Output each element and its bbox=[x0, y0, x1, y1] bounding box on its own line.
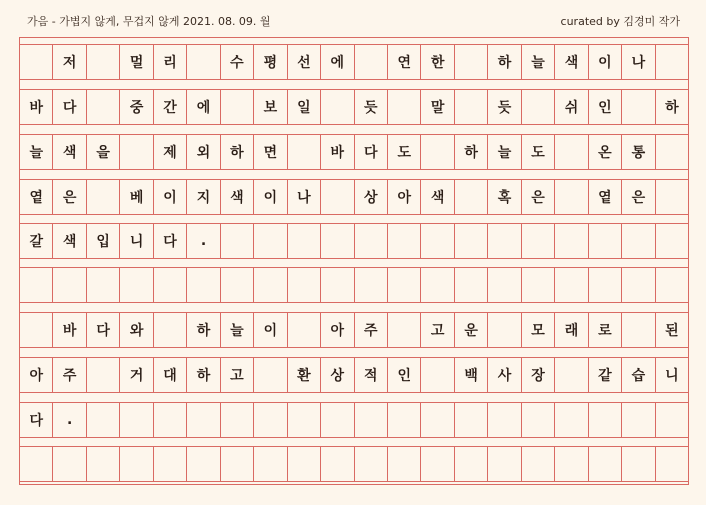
grid-cell bbox=[421, 447, 454, 481]
grid-cell bbox=[656, 268, 688, 302]
grid-cell bbox=[589, 268, 622, 302]
grid-cell bbox=[388, 313, 421, 347]
grid-cell bbox=[254, 224, 287, 258]
grid-cell bbox=[455, 403, 488, 437]
grid-cell bbox=[355, 45, 388, 79]
grid-cell bbox=[656, 135, 688, 169]
grid-cell: 쉬 bbox=[555, 90, 588, 124]
grid-cell bbox=[555, 135, 588, 169]
grid-cell: 다 bbox=[53, 90, 86, 124]
grid-cell bbox=[288, 135, 321, 169]
grid-cell: 니 bbox=[120, 224, 153, 258]
grid-cell: 이 bbox=[254, 313, 287, 347]
grid-cell bbox=[154, 313, 187, 347]
grid-cell bbox=[522, 403, 555, 437]
grid-row bbox=[20, 357, 688, 393]
grid-cell bbox=[321, 90, 354, 124]
grid-cell bbox=[455, 45, 488, 79]
grid-cell bbox=[455, 180, 488, 214]
grid-cell bbox=[254, 268, 287, 302]
grid-cell: 옅 bbox=[20, 180, 53, 214]
grid-cell: 하 bbox=[187, 358, 220, 392]
grid-cell bbox=[522, 90, 555, 124]
grid-row bbox=[20, 223, 688, 259]
grid-cell: 나 bbox=[288, 180, 321, 214]
grid-cell: 거 bbox=[120, 358, 153, 392]
grid-cell: 대 bbox=[154, 358, 187, 392]
grid-cell: 바 bbox=[20, 90, 53, 124]
grid-cell: 인 bbox=[589, 90, 622, 124]
grid-cell: 도 bbox=[388, 135, 421, 169]
grid-cell bbox=[20, 45, 53, 79]
grid-cell: 도 bbox=[522, 135, 555, 169]
manuscript-grid bbox=[19, 37, 689, 485]
grid-cell bbox=[20, 313, 53, 347]
grid-cell: 다 bbox=[87, 313, 120, 347]
grid-cell: 와 bbox=[120, 313, 153, 347]
grid-cell: 아 bbox=[20, 358, 53, 392]
grid-row bbox=[20, 402, 688, 438]
grid-cell bbox=[87, 268, 120, 302]
grid-cell bbox=[488, 447, 521, 481]
grid-cell bbox=[488, 403, 521, 437]
grid-cell: 베 bbox=[120, 180, 153, 214]
grid-cell: 하 bbox=[221, 135, 254, 169]
grid-cell: 바 bbox=[53, 313, 86, 347]
grid-cell: 색 bbox=[221, 180, 254, 214]
grid-cell bbox=[254, 447, 287, 481]
grid-cell: 선 bbox=[288, 45, 321, 79]
grid-cell: 간 bbox=[154, 90, 187, 124]
grid-cell: 하 bbox=[187, 313, 220, 347]
grid-cell bbox=[488, 268, 521, 302]
grid-cell: 제 bbox=[154, 135, 187, 169]
grid-cell bbox=[321, 180, 354, 214]
grid-cell bbox=[288, 313, 321, 347]
grid-cell bbox=[656, 403, 688, 437]
grid-cell: 환 bbox=[288, 358, 321, 392]
grid-cell: . bbox=[53, 403, 86, 437]
grid-cell: 한 bbox=[421, 45, 454, 79]
grid-cell: 갈 bbox=[20, 224, 53, 258]
grid-cell bbox=[656, 224, 688, 258]
grid-cell bbox=[622, 268, 655, 302]
grid-cell bbox=[120, 447, 153, 481]
grid-cell bbox=[321, 447, 354, 481]
grid-cell: 로 bbox=[589, 313, 622, 347]
grid-cell: 장 bbox=[522, 358, 555, 392]
grid-cell bbox=[355, 403, 388, 437]
grid-cell: 하 bbox=[665, 100, 679, 116]
grid-cell bbox=[53, 447, 86, 481]
page-title: 가음 - 가볍지 않게, 무겁지 않게 2021. 08. 09. 월 bbox=[27, 15, 271, 28]
grid-cell bbox=[555, 358, 588, 392]
grid-cell bbox=[455, 224, 488, 258]
grid-cell bbox=[421, 358, 454, 392]
grid-cell bbox=[288, 447, 321, 481]
grid-cell bbox=[388, 403, 421, 437]
grid-cell bbox=[221, 403, 254, 437]
grid-cell bbox=[154, 403, 187, 437]
grid-row bbox=[20, 446, 688, 482]
grid-cell: 늘 bbox=[488, 135, 521, 169]
grid-cell: 보 bbox=[254, 90, 287, 124]
grid-cell bbox=[522, 447, 555, 481]
grid-cell: 습 bbox=[622, 358, 655, 392]
grid-cell: 평 bbox=[254, 45, 287, 79]
grid-cell bbox=[120, 268, 153, 302]
grid-cell: 에 bbox=[321, 45, 354, 79]
grid-cell bbox=[522, 224, 555, 258]
grid-cell: 다 bbox=[355, 135, 388, 169]
author-credit: curated by 김경미 작가 bbox=[560, 15, 680, 28]
grid-cell bbox=[87, 180, 120, 214]
grid-cell: 고 bbox=[421, 313, 454, 347]
grid-cell bbox=[87, 403, 120, 437]
grid-cell bbox=[455, 447, 488, 481]
grid-cell bbox=[187, 403, 220, 437]
grid-cell: . bbox=[187, 224, 220, 258]
grid-cell bbox=[355, 268, 388, 302]
grid-row bbox=[20, 312, 688, 348]
grid-cell bbox=[254, 403, 287, 437]
grid-cell: 이 bbox=[589, 45, 622, 79]
grid-cell: 아 bbox=[388, 180, 421, 214]
grid-row bbox=[20, 134, 688, 170]
grid-cell: 에 bbox=[187, 90, 220, 124]
grid-cell bbox=[321, 224, 354, 258]
grid-cell bbox=[388, 447, 421, 481]
grid-cell bbox=[87, 358, 120, 392]
grid-cell bbox=[622, 403, 655, 437]
grid-cell bbox=[421, 403, 454, 437]
grid-cell: 이 bbox=[254, 180, 287, 214]
grid-cell: 다 bbox=[154, 224, 187, 258]
grid-cell bbox=[388, 90, 421, 124]
grid-cell bbox=[555, 180, 588, 214]
grid-cell bbox=[20, 268, 53, 302]
grid-cell: 늘 bbox=[20, 135, 53, 169]
grid-cell bbox=[589, 403, 622, 437]
grid-cell bbox=[421, 268, 454, 302]
grid-cell: 색 bbox=[53, 224, 86, 258]
grid-cell bbox=[656, 45, 688, 79]
grid-cell: 운 bbox=[455, 313, 488, 347]
grid-cell: 듯 bbox=[488, 90, 521, 124]
grid-cell bbox=[622, 224, 655, 258]
grid-cell bbox=[656, 447, 688, 481]
grid-cell: 을 bbox=[87, 135, 120, 169]
grid-cell: 저 bbox=[53, 45, 86, 79]
grid-cell: 고 bbox=[221, 358, 254, 392]
grid-cell bbox=[388, 224, 421, 258]
grid-cell: 입 bbox=[87, 224, 120, 258]
grid-cell bbox=[221, 224, 254, 258]
grid-cell: 통 bbox=[622, 135, 655, 169]
grid-cell bbox=[488, 313, 521, 347]
grid-cell: 니 bbox=[665, 368, 679, 384]
grid-cell: 하 bbox=[488, 45, 521, 79]
grid-cell bbox=[53, 268, 86, 302]
grid-cell: 옅 bbox=[589, 180, 622, 214]
grid-cell bbox=[555, 447, 588, 481]
grid-cell bbox=[154, 268, 187, 302]
grid-cell bbox=[555, 403, 588, 437]
grid-cell bbox=[421, 135, 454, 169]
grid-cell: 중 bbox=[120, 90, 153, 124]
grid-cell bbox=[187, 268, 220, 302]
grid-cell: 면 bbox=[254, 135, 287, 169]
grid-cell bbox=[187, 45, 220, 79]
grid-cell bbox=[120, 403, 153, 437]
grid-cell bbox=[555, 268, 588, 302]
grid-cell bbox=[87, 447, 120, 481]
grid-cell bbox=[254, 358, 287, 392]
grid-cell: 주 bbox=[53, 358, 86, 392]
grid-cell bbox=[221, 90, 254, 124]
grid-cell bbox=[321, 268, 354, 302]
page-header bbox=[0, 0, 706, 36]
grid-cell: 래 bbox=[555, 313, 588, 347]
grid-cell: 아 bbox=[321, 313, 354, 347]
grid-row bbox=[20, 267, 688, 303]
grid-cell: 사 bbox=[488, 358, 521, 392]
grid-cell bbox=[120, 135, 153, 169]
grid-cell bbox=[455, 90, 488, 124]
grid-cell: 늘 bbox=[522, 45, 555, 79]
grid-cell bbox=[355, 224, 388, 258]
grid-cell bbox=[288, 403, 321, 437]
grid-row bbox=[20, 44, 688, 80]
grid-cell bbox=[20, 447, 53, 481]
grid-cell: 리 bbox=[154, 45, 187, 79]
grid-cell bbox=[288, 224, 321, 258]
grid-row bbox=[20, 89, 688, 125]
grid-cell: 이 bbox=[154, 180, 187, 214]
grid-cell bbox=[388, 268, 421, 302]
grid-cell bbox=[421, 224, 454, 258]
grid-cell bbox=[555, 224, 588, 258]
grid-cell bbox=[622, 90, 655, 124]
grid-cell: 인 bbox=[388, 358, 421, 392]
grid-cell bbox=[455, 268, 488, 302]
grid-cell bbox=[187, 447, 220, 481]
grid-cell: 은 bbox=[53, 180, 86, 214]
grid-cell: 색 bbox=[555, 45, 588, 79]
grid-cell: 주 bbox=[355, 313, 388, 347]
grid-cell bbox=[321, 403, 354, 437]
grid-cell: 외 bbox=[187, 135, 220, 169]
grid-cell: 수 bbox=[221, 45, 254, 79]
grid-cell: 적 bbox=[355, 358, 388, 392]
grid-cell bbox=[87, 90, 120, 124]
grid-cell bbox=[221, 268, 254, 302]
grid-cell: 백 bbox=[455, 358, 488, 392]
grid-cell: 다 bbox=[20, 403, 53, 437]
grid-cell: 모 bbox=[522, 313, 555, 347]
grid-cell bbox=[221, 447, 254, 481]
grid-cell bbox=[622, 313, 655, 347]
grid-cell: 상 bbox=[321, 358, 354, 392]
grid-cell: 연 bbox=[388, 45, 421, 79]
grid-cell: 일 bbox=[288, 90, 321, 124]
grid-cell bbox=[355, 447, 388, 481]
grid-cell bbox=[87, 45, 120, 79]
grid-cell: 색 bbox=[53, 135, 86, 169]
grid-cell: 늘 bbox=[221, 313, 254, 347]
grid-cell: 나 bbox=[622, 45, 655, 79]
grid-cell: 상 bbox=[355, 180, 388, 214]
grid-cell bbox=[522, 268, 555, 302]
grid-cell bbox=[154, 447, 187, 481]
grid-cell: 된 bbox=[665, 323, 679, 339]
grid-cell bbox=[288, 268, 321, 302]
grid-cell: 온 bbox=[589, 135, 622, 169]
grid-cell: 은 bbox=[622, 180, 655, 214]
grid-cell: 은 bbox=[522, 180, 555, 214]
grid-cell: 하 bbox=[455, 135, 488, 169]
grid-cell bbox=[488, 224, 521, 258]
grid-cell: 같 bbox=[589, 358, 622, 392]
grid-cell bbox=[622, 447, 655, 481]
grid-cell: 지 bbox=[187, 180, 220, 214]
grid-cell: 멀 bbox=[120, 45, 153, 79]
grid-cell: 바 bbox=[321, 135, 354, 169]
grid-cell bbox=[589, 447, 622, 481]
grid-cell: 듯 bbox=[355, 90, 388, 124]
grid-row bbox=[20, 179, 688, 215]
grid-cell: 혹 bbox=[488, 180, 521, 214]
grid-cell bbox=[589, 224, 622, 258]
grid-cell bbox=[656, 180, 688, 214]
grid-cell: 말 bbox=[421, 90, 454, 124]
grid-cell: 색 bbox=[421, 180, 454, 214]
